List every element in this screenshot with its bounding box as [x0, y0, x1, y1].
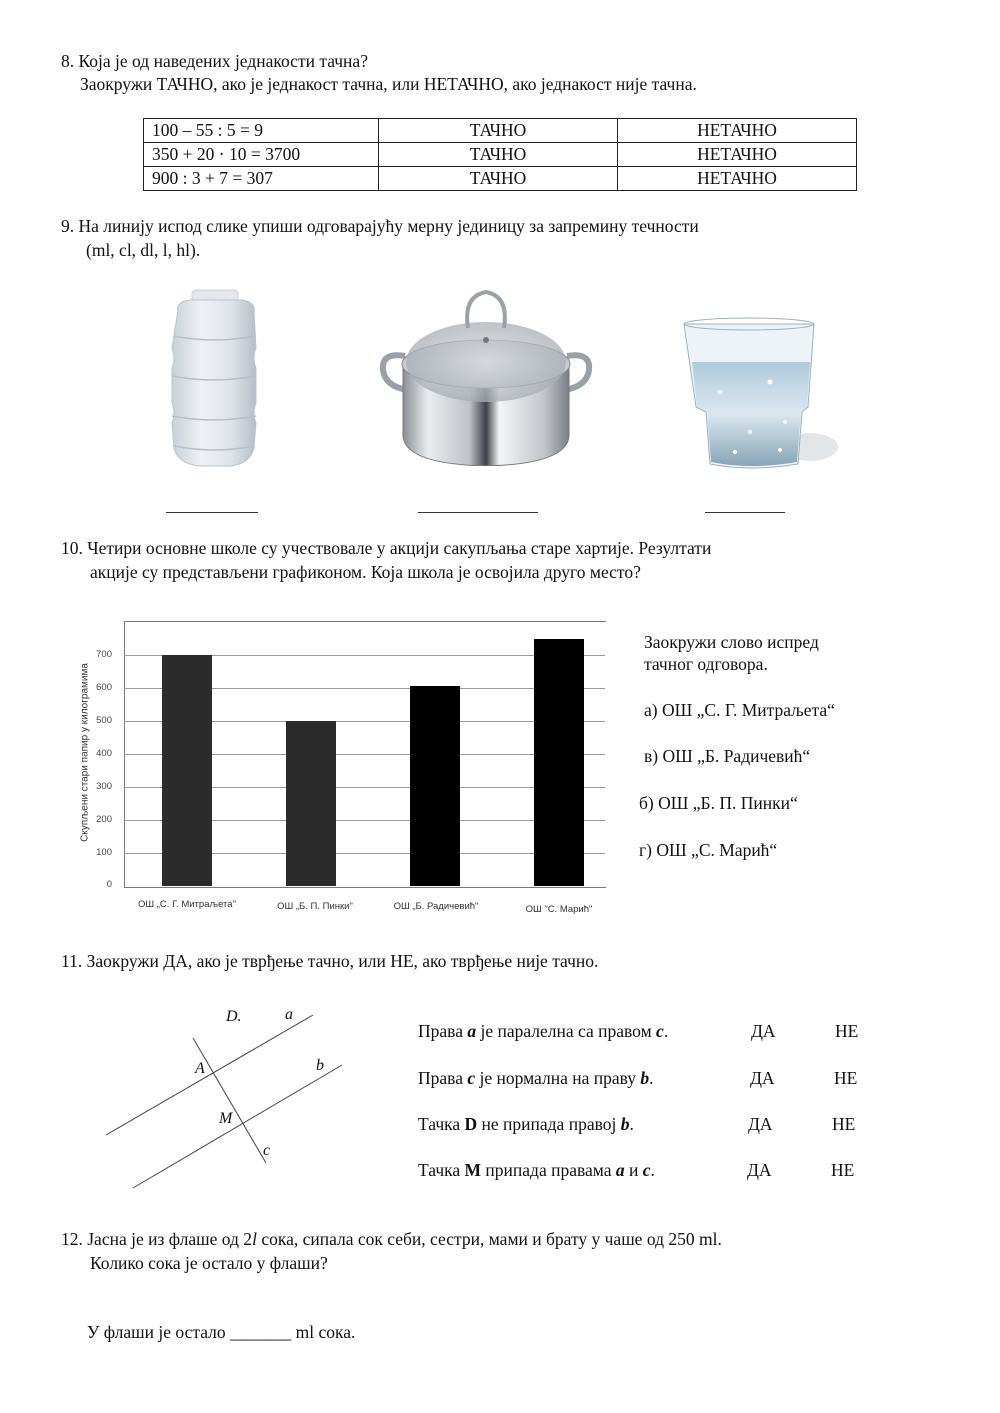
equation-cell: 100 – 55 : 5 = 9: [144, 119, 379, 143]
y-tick: 300: [96, 781, 112, 792]
answer-line-barrel[interactable]: [166, 512, 258, 513]
point-name: D: [464, 1114, 478, 1134]
no-option[interactable]: НЕ: [835, 1021, 859, 1041]
line-name: b: [640, 1068, 650, 1088]
answer-line-pot[interactable]: [418, 512, 538, 513]
answer-option-a[interactable]: а) ОШ „С. Г. Митраљета“: [644, 700, 835, 720]
q12-title-line2: Колико сока је остало у флаши?: [90, 1253, 328, 1273]
no-option[interactable]: НЕ: [832, 1114, 856, 1134]
answer-option-b[interactable]: б) ОШ „Б. П. Пинки“: [639, 793, 798, 813]
chart-bar: [410, 686, 460, 886]
x-category-label: ОШ „Б. П. Пинки": [277, 901, 353, 912]
answer-text: У флаши је остало: [87, 1322, 230, 1342]
line-name: a: [467, 1021, 477, 1041]
chart-bar: [286, 721, 336, 886]
q10-title-line1: 10. Четири основне школе су учествовале у акцији сакупљања старе хартије. Резултати: [61, 538, 712, 558]
true-option[interactable]: ТАЧНО: [379, 143, 618, 167]
line-name: c: [656, 1021, 664, 1041]
y-tick: 0: [106, 879, 112, 890]
x-category-label: ОШ „С. Г. Митраљета": [138, 899, 236, 910]
question-text: 12. Јасна је из флаше од 2: [61, 1229, 253, 1249]
statement-text: Тачка: [418, 1160, 465, 1180]
no-option[interactable]: НЕ: [831, 1160, 855, 1180]
q12-title-line1: [61, 1228, 722, 1251]
line-b: [133, 1065, 342, 1188]
statement-4: [418, 1159, 655, 1182]
yes-option[interactable]: ДА: [750, 1068, 775, 1088]
line-c: [193, 1038, 266, 1163]
true-option[interactable]: ТАЧНО: [379, 167, 618, 191]
q10-instruction-line2: тачног одговора.: [644, 654, 768, 674]
q8-title: 8. Која је од наведених једнакости тачна?: [61, 51, 368, 71]
no-option[interactable]: НЕ: [834, 1068, 858, 1088]
plastic-barrel-image: [160, 288, 270, 468]
line-name: a: [615, 1160, 625, 1180]
statement-text: Права: [418, 1021, 468, 1041]
y-tick: 400: [96, 748, 112, 759]
q9-title-line1: 9. На линију испод слике упиши одговарајућу мерну јединицу за запремину течности: [61, 216, 699, 236]
chart-y-axis-label: Скупљени стари папир у килограмима: [79, 663, 91, 842]
statement-text: не припада правој: [477, 1114, 621, 1134]
line-a: [106, 1015, 313, 1135]
yes-option[interactable]: ДА: [748, 1114, 773, 1134]
y-tick: 700: [96, 649, 112, 660]
statement-text: Права: [418, 1068, 468, 1088]
q9-title-line2: (ml, cl, dl, l, hl).: [86, 240, 201, 260]
x-category-label: ОШ "С. Марић": [525, 904, 593, 915]
false-option[interactable]: НЕТАЧНО: [618, 167, 857, 191]
q8-equations-table: [143, 118, 857, 191]
line-b-label: b: [316, 1057, 324, 1074]
equation-cell: 900 : 3 + 7 = 307: [144, 167, 379, 191]
line-name: c: [642, 1160, 651, 1180]
statement-1: [418, 1020, 668, 1043]
false-option[interactable]: НЕТАЧНО: [618, 143, 857, 167]
false-option[interactable]: НЕТАЧНО: [618, 119, 857, 143]
chart-bar: [534, 639, 584, 887]
equation-cell: 350 + 20 · 10 = 3700: [144, 143, 379, 167]
y-tick: 600: [96, 682, 112, 693]
table-row: [144, 119, 857, 143]
line-name: b: [620, 1114, 630, 1134]
statement-text: .: [649, 1068, 654, 1088]
statement-text: је нормална на праву: [475, 1068, 641, 1088]
yes-option[interactable]: ДА: [751, 1021, 776, 1041]
q8-instruction: Заокружи ТАЧНО, ако је једнакост тачна, или НЕТАЧНО, ако једнакост није тачна.: [80, 74, 697, 94]
answer-option-v[interactable]: в) ОШ „Б. Радичевић“: [644, 746, 811, 766]
point-name: M: [464, 1160, 482, 1180]
point-A-label: A: [195, 1060, 205, 1077]
q10-title-line2: акције су представљени графиконом. Која школа је освојила друго место?: [90, 562, 641, 582]
true-option[interactable]: ТАЧНО: [379, 119, 618, 143]
statement-text: .: [663, 1021, 669, 1041]
statement-text: и: [624, 1160, 643, 1180]
point-M-label: M: [219, 1110, 233, 1127]
table-row: [144, 143, 857, 167]
y-tick: 200: [96, 814, 112, 825]
line-a-label: a: [285, 1006, 293, 1023]
q10-instruction-line1: Заокружи слово испред: [644, 632, 819, 652]
answer-option-g[interactable]: г) ОШ „С. Марић“: [639, 840, 778, 860]
y-tick: 500: [96, 715, 112, 726]
answer-line-glass[interactable]: [705, 512, 785, 513]
chart-bar: [162, 655, 212, 886]
water-glass-image: [680, 312, 840, 472]
line-c-label: c: [263, 1142, 271, 1159]
q11-title: 11. Заокружи ДА, ако је тврђење тачно, или НЕ, ако тврђење није тачно.: [61, 951, 599, 971]
statement-3: [418, 1113, 634, 1136]
statement-2: [418, 1067, 654, 1090]
x-category-label: ОШ „Б. Радичевић": [393, 901, 479, 912]
q12-answer-sentence: [87, 1321, 355, 1344]
line-name: c: [467, 1068, 476, 1088]
question-text: сока, сипала сок себи, сестри, мами и брату у чаше од 250 ml.: [256, 1229, 722, 1249]
answer-blank[interactable]: _______: [229, 1322, 292, 1342]
statement-text: је паралелна са правом: [476, 1021, 657, 1041]
yes-option[interactable]: ДА: [747, 1160, 772, 1180]
table-row: [144, 167, 857, 191]
statement-text: припада правама: [481, 1160, 616, 1180]
statement-text: .: [650, 1160, 655, 1180]
unit-liter: l: [252, 1229, 257, 1249]
answer-text: ml сока.: [291, 1322, 356, 1342]
cooking-pot-image: [375, 286, 597, 466]
y-tick: 100: [96, 847, 112, 858]
statement-text: .: [629, 1114, 634, 1134]
statement-text: Тачка: [418, 1114, 465, 1134]
point-D-label: D.: [226, 1008, 242, 1025]
